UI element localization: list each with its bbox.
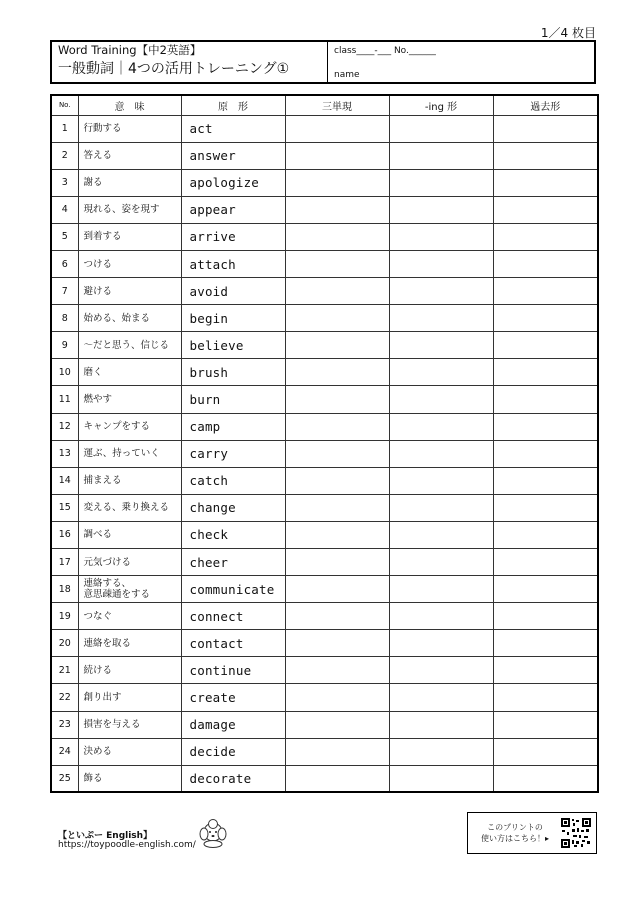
past-form-answer-cell[interactable] [493,386,598,413]
third-person-answer-cell[interactable] [285,738,389,765]
row-number: 5 [51,223,78,250]
row-number: 12 [51,413,78,440]
column-header-ing-form: -ing 形 [389,95,493,115]
usage-guide-text: このプリントの 使い方はこちら！▸ [480,823,549,843]
table-row [51,521,598,548]
third-person-answer-cell[interactable] [285,278,389,305]
past-form-answer-cell[interactable] [493,549,598,576]
row-base-form: apologize [181,169,285,196]
row-number: 25 [51,765,78,792]
table-row [51,765,598,792]
row-number: 24 [51,738,78,765]
row-base-form: camp [181,413,285,440]
ing-form-answer-cell[interactable] [389,115,493,142]
row-meaning: ～だと思う、信じる [78,332,181,359]
past-form-answer-cell[interactable] [493,765,598,792]
row-meaning: 謝る [78,169,181,196]
row-number: 15 [51,494,78,521]
table-row [51,359,598,386]
row-number: 17 [51,549,78,576]
ing-form-answer-cell[interactable] [389,738,493,765]
row-meaning: 決める [78,738,181,765]
row-meaning: 創り出す [78,684,181,711]
third-person-answer-cell[interactable] [285,576,389,603]
third-person-answer-cell[interactable] [285,115,389,142]
past-form-answer-cell[interactable] [493,467,598,494]
past-form-answer-cell[interactable] [493,684,598,711]
row-number: 18 [51,576,78,603]
table-row [51,603,598,630]
past-form-answer-cell[interactable] [493,413,598,440]
ing-form-answer-cell[interactable] [389,169,493,196]
row-meaning: 元気づける [78,549,181,576]
ing-form-answer-cell[interactable] [389,657,493,684]
row-base-form: contact [181,630,285,657]
third-person-answer-cell[interactable] [285,142,389,169]
table-row [51,196,598,223]
third-person-answer-cell[interactable] [285,494,389,521]
row-base-form: decide [181,738,285,765]
third-person-answer-cell[interactable] [285,440,389,467]
past-form-answer-cell[interactable] [493,440,598,467]
name-field[interactable]: name [334,70,360,80]
table-row [51,494,598,521]
column-header-base-form: 原 形 [181,95,285,115]
third-person-answer-cell[interactable] [285,332,389,359]
past-form-answer-cell[interactable] [493,603,598,630]
row-meaning: キャンプをする [78,413,181,440]
usage-guide-box[interactable] [467,812,597,854]
toy-poodle-icon [196,818,230,848]
row-number: 3 [51,169,78,196]
past-form-answer-cell[interactable] [493,278,598,305]
row-meaning: 損害を与える [78,711,181,738]
table-row [51,305,598,332]
ing-form-answer-cell[interactable] [389,278,493,305]
table-row [51,630,598,657]
ing-form-answer-cell[interactable] [389,549,493,576]
row-meaning: 到着する [78,223,181,250]
ing-form-answer-cell[interactable] [389,196,493,223]
site-url-link[interactable]: https://toypoodle-english.com/ [58,840,196,850]
header-title-block [52,42,328,82]
table-row [51,250,598,277]
brand-name: 【といぷー English】 [58,831,153,841]
row-number: 20 [51,630,78,657]
past-form-answer-cell[interactable] [493,142,598,169]
row-number: 2 [51,142,78,169]
row-base-form: damage [181,711,285,738]
past-form-answer-cell[interactable] [493,250,598,277]
third-person-answer-cell[interactable] [285,521,389,548]
table-row [51,711,598,738]
row-base-form: attach [181,250,285,277]
ing-form-answer-cell[interactable] [389,576,493,603]
ing-form-answer-cell[interactable] [389,386,493,413]
row-number: 22 [51,684,78,711]
row-meaning: 始める、始まる [78,305,181,332]
row-base-form: brush [181,359,285,386]
ing-form-answer-cell[interactable] [389,630,493,657]
row-number: 19 [51,603,78,630]
row-number: 1 [51,115,78,142]
table-row [51,738,598,765]
row-number: 4 [51,196,78,223]
third-person-answer-cell[interactable] [285,359,389,386]
row-number: 7 [51,278,78,305]
table-row [51,684,598,711]
row-meaning: 行動する [78,115,181,142]
third-person-answer-cell[interactable] [285,549,389,576]
table-header-row [51,95,598,115]
row-meaning: 現れる、姿を現す [78,196,181,223]
page-indicator: 1／4 枚目 [540,26,596,40]
ing-form-answer-cell[interactable] [389,332,493,359]
row-meaning: 燃やす [78,386,181,413]
past-form-answer-cell[interactable] [493,359,598,386]
row-meaning: つなぐ [78,603,181,630]
row-number: 14 [51,467,78,494]
row-base-form: cheer [181,549,285,576]
ing-form-answer-cell[interactable] [389,765,493,792]
column-header-meaning: 意 味 [78,95,181,115]
ing-form-answer-cell[interactable] [389,521,493,548]
table-row [51,278,598,305]
ing-form-answer-cell[interactable] [389,711,493,738]
row-base-form: connect [181,603,285,630]
row-number: 6 [51,250,78,277]
ing-form-answer-cell[interactable] [389,250,493,277]
row-meaning: 調べる [78,521,181,548]
third-person-answer-cell[interactable] [285,467,389,494]
past-form-answer-cell[interactable] [493,576,598,603]
row-meaning: 続ける [78,657,181,684]
past-form-answer-cell[interactable] [493,738,598,765]
verb-conjugation-table [50,94,599,793]
table-row [51,386,598,413]
past-form-answer-cell[interactable] [493,196,598,223]
row-number: 11 [51,386,78,413]
column-header-number: No. [51,95,78,115]
table-row [51,467,598,494]
past-form-answer-cell[interactable] [493,630,598,657]
row-number: 8 [51,305,78,332]
ing-form-answer-cell[interactable] [389,223,493,250]
ing-form-answer-cell[interactable] [389,413,493,440]
row-number: 13 [51,440,78,467]
past-form-answer-cell[interactable] [493,711,598,738]
third-person-answer-cell[interactable] [285,413,389,440]
ing-form-answer-cell[interactable] [389,603,493,630]
table-row [51,413,598,440]
third-person-answer-cell[interactable] [285,169,389,196]
ing-form-answer-cell[interactable] [389,359,493,386]
row-base-form: create [181,684,285,711]
third-person-answer-cell[interactable] [285,630,389,657]
row-base-form: communicate [181,576,285,603]
row-meaning: 連絡を取る [78,630,181,657]
row-number: 9 [51,332,78,359]
row-meaning: つける [78,250,181,277]
past-form-answer-cell[interactable] [493,305,598,332]
column-header-third-person: 三単現 [285,95,389,115]
worksheet-subtitle: Word Training【中2英語】 [58,43,202,57]
row-base-form: arrive [181,223,285,250]
past-form-answer-cell[interactable] [493,115,598,142]
worksheet-title: 一般動詞｜4つの活用トレーニング① [58,61,290,77]
column-header-past-form: 過去形 [493,95,598,115]
row-base-form: burn [181,386,285,413]
table-row [51,115,598,142]
third-person-answer-cell[interactable] [285,386,389,413]
past-form-answer-cell[interactable] [493,521,598,548]
row-base-form: begin [181,305,285,332]
third-person-answer-cell[interactable] [285,305,389,332]
table-row [51,142,598,169]
table-row [51,657,598,684]
row-number: 10 [51,359,78,386]
row-meaning: 運ぶ、持っていく [78,440,181,467]
past-form-answer-cell[interactable] [493,223,598,250]
ing-form-answer-cell[interactable] [389,684,493,711]
ing-form-answer-cell[interactable] [389,494,493,521]
row-base-form: answer [181,142,285,169]
row-base-form: catch [181,467,285,494]
row-base-form: appear [181,196,285,223]
row-base-form: check [181,521,285,548]
row-meaning: 避ける [78,278,181,305]
worksheet-header [50,40,596,84]
row-base-form: change [181,494,285,521]
row-meaning: 答える [78,142,181,169]
row-base-form: carry [181,440,285,467]
row-number: 23 [51,711,78,738]
table-body [51,115,598,792]
third-person-answer-cell[interactable] [285,765,389,792]
third-person-answer-cell[interactable] [285,250,389,277]
past-form-answer-cell[interactable] [493,332,598,359]
row-meaning: 連絡する、 意思疎通をする [78,576,181,603]
third-person-answer-cell[interactable] [285,684,389,711]
row-meaning: 捕まえる [78,467,181,494]
past-form-answer-cell[interactable] [493,169,598,196]
table-row [51,223,598,250]
row-base-form: avoid [181,278,285,305]
class-number-field[interactable]: class____-___ No.______ [334,46,436,56]
table-row [51,549,598,576]
third-person-answer-cell[interactable] [285,711,389,738]
table-row [51,576,598,603]
row-base-form: believe [181,332,285,359]
row-meaning: 飾る [78,765,181,792]
row-number: 21 [51,657,78,684]
row-meaning: 磨く [78,359,181,386]
third-person-answer-cell[interactable] [285,223,389,250]
row-base-form: continue [181,657,285,684]
ing-form-answer-cell[interactable] [389,467,493,494]
third-person-answer-cell[interactable] [285,196,389,223]
row-meaning: 変える、乗り換える [78,494,181,521]
past-form-answer-cell[interactable] [493,657,598,684]
row-number: 16 [51,521,78,548]
student-info-block [328,42,594,82]
ing-form-answer-cell[interactable] [389,142,493,169]
table-row [51,332,598,359]
table-row [51,440,598,467]
third-person-answer-cell[interactable] [285,603,389,630]
table-row [51,169,598,196]
row-base-form: decorate [181,765,285,792]
third-person-answer-cell[interactable] [285,657,389,684]
qr-code-icon[interactable] [560,817,592,849]
ing-form-answer-cell[interactable] [389,305,493,332]
ing-form-answer-cell[interactable] [389,440,493,467]
row-base-form: act [181,115,285,142]
past-form-answer-cell[interactable] [493,494,598,521]
